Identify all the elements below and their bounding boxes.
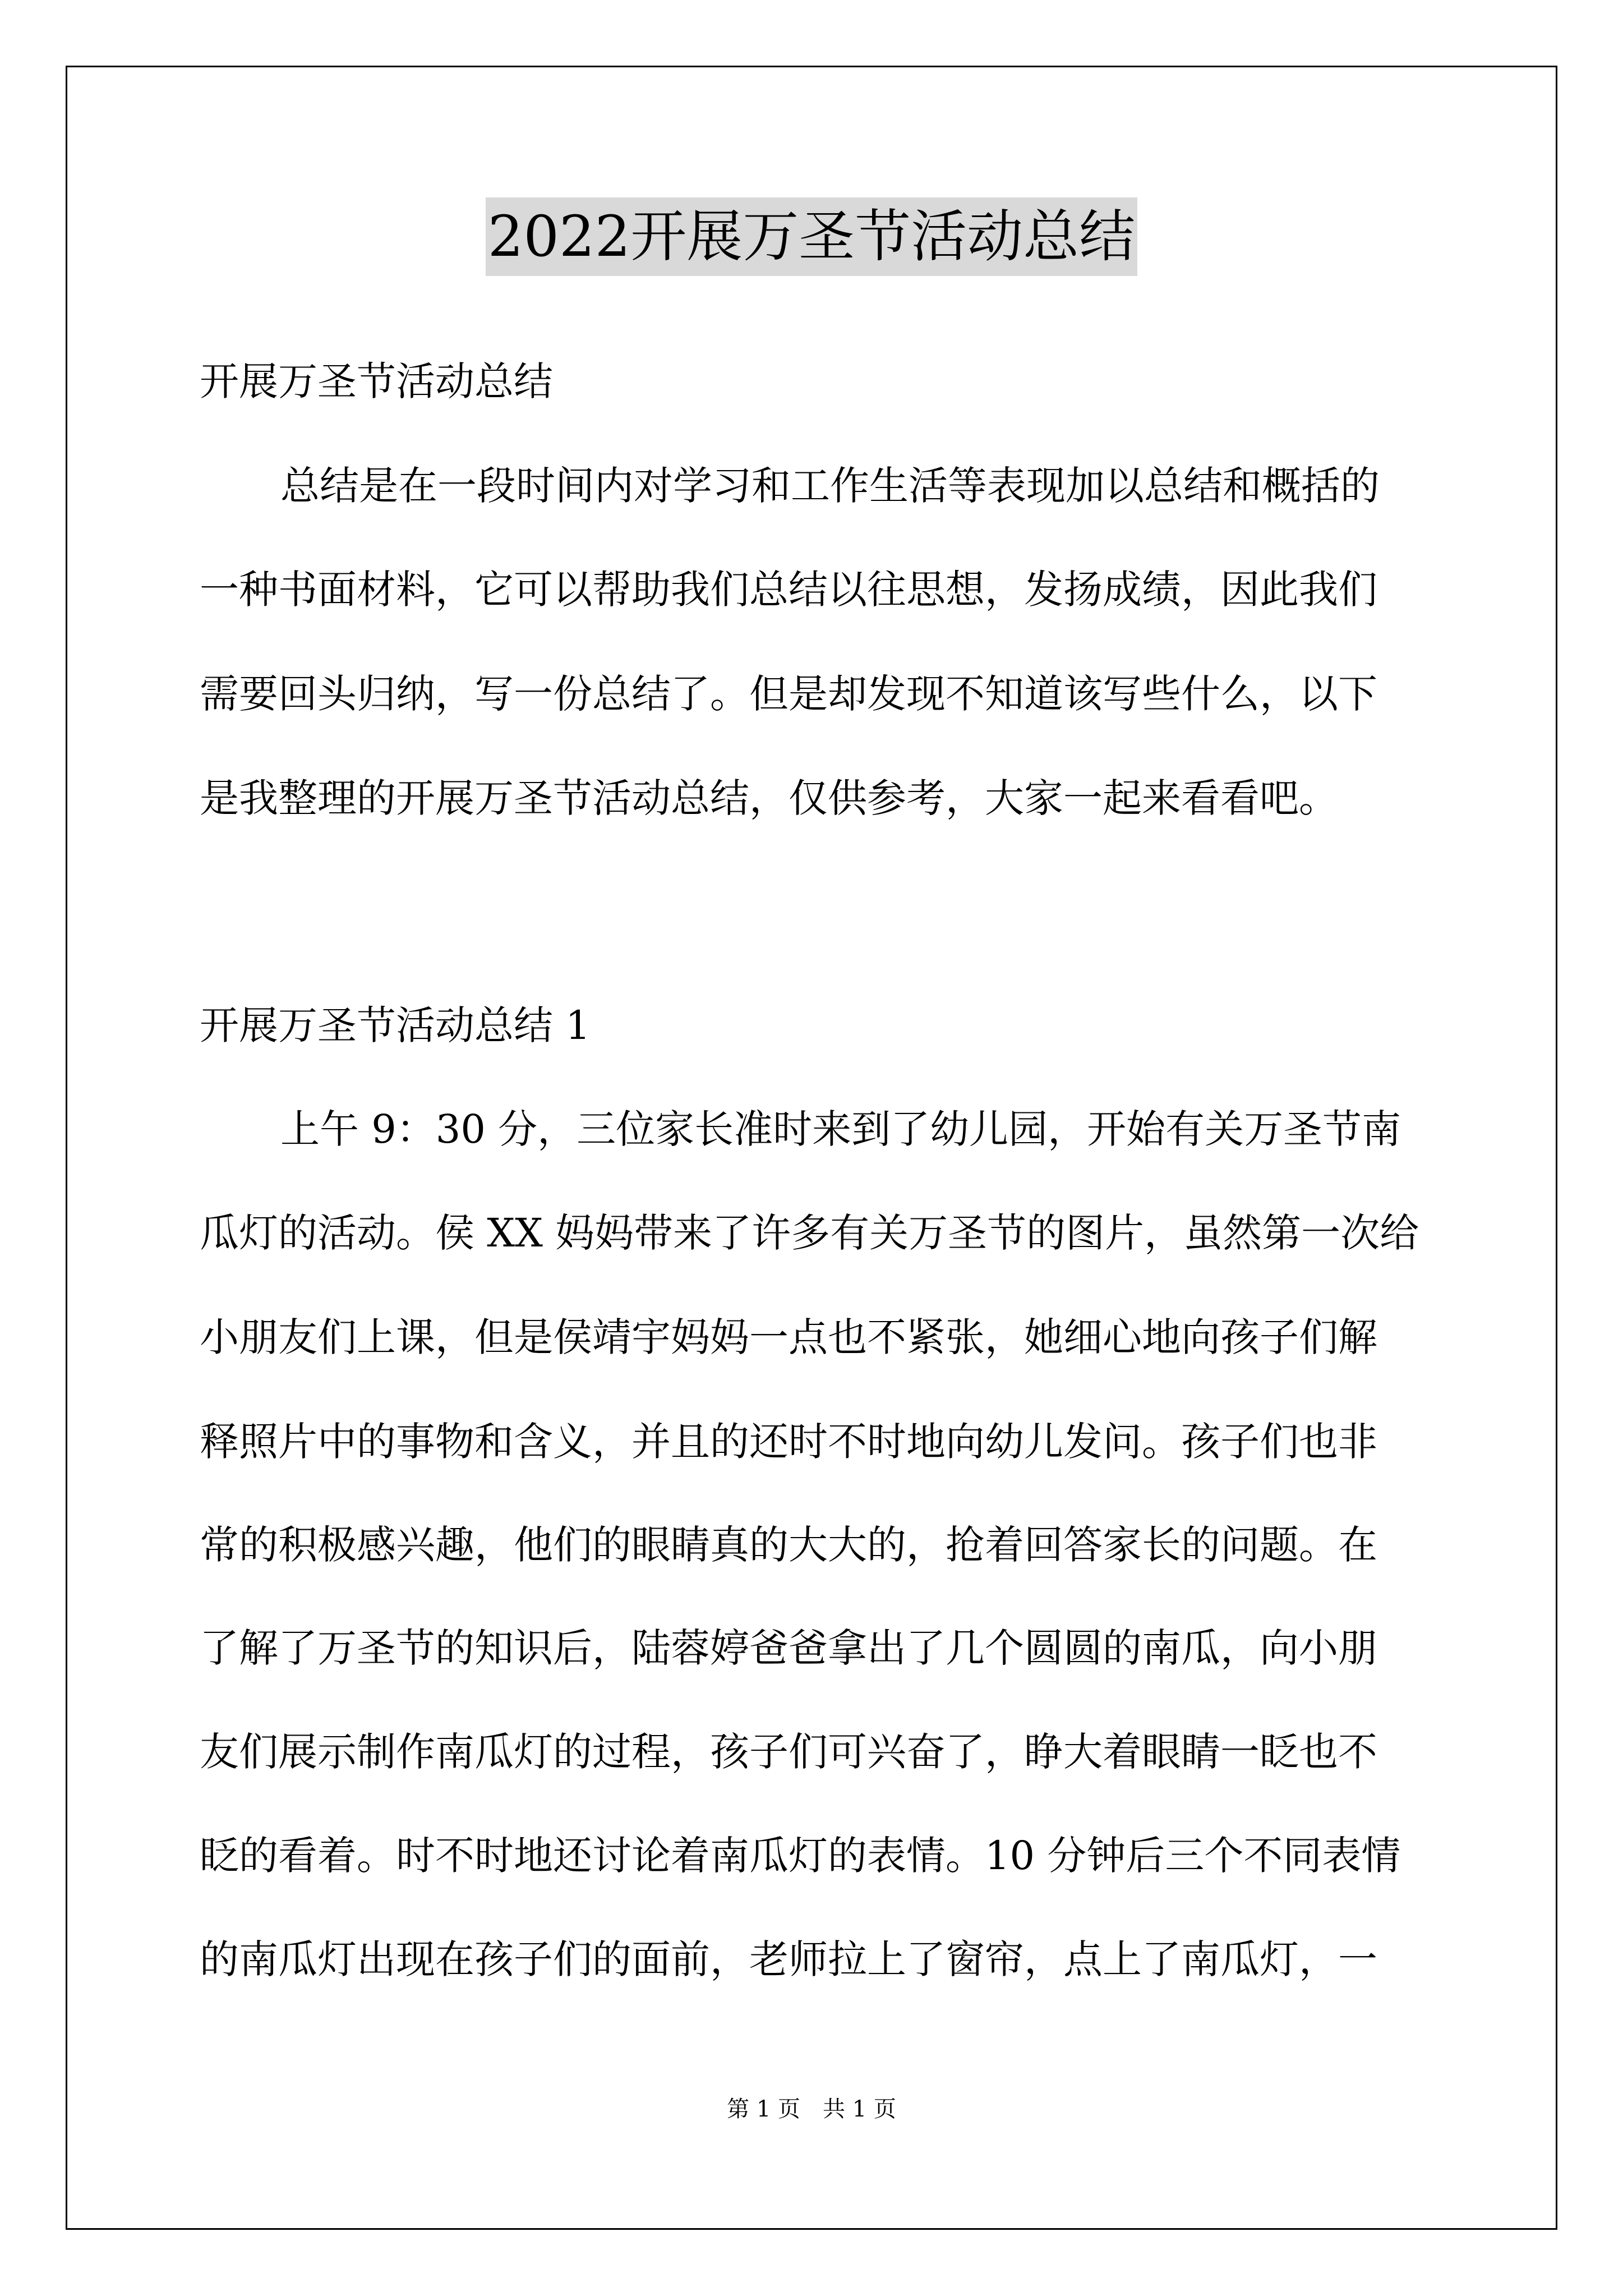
section-heading: 开展万圣节活动总结 1 [200, 1002, 591, 1048]
section-line: 的南瓜灯出现在孩子们的面前，老师拉上了窗帘，点上了南瓜灯，一 [200, 1936, 1377, 1982]
section-line: 了解了万圣节的知识后，陆蓉婷爸爸拿出了几个圆圆的南瓜，向小朋 [200, 1625, 1377, 1671]
section-line: 眨的看着。时不时地还讨论着南瓜灯的表情。10 分钟后三个不同表情 [200, 1833, 1401, 1879]
intro-line: 是我整理的开展万圣节活动总结，仅供参考，大家一起来看看吧。 [200, 775, 1338, 821]
section-line: 常的积极感兴趣，他们的眼睛真的大大的，抢着回答家长的问题。在 [200, 1522, 1377, 1568]
section-line: 瓜灯的活动。侯 XX 妈妈带来了许多有关万圣节的图片，虽然第一次给 [200, 1210, 1419, 1256]
document-title-wrap [0, 197, 1623, 276]
intro-line: 一种书面材料，它可以帮助我们总结以往思想，发扬成绩，因此我们 [200, 567, 1377, 613]
section-line: 释照片中的事物和含义，并且的还时不时地向幼儿发问。孩子们也非 [200, 1419, 1377, 1465]
page-footer: 第 1 页 共 1 页 [727, 2096, 896, 2122]
section-line: 友们展示制作南瓜灯的过程，孩子们可兴奋了，睁大着眼睛一眨也不 [200, 1729, 1377, 1775]
intro-line: 需要回头归纳，写一份总结了。但是却发现不知道该写些什么，以下 [200, 671, 1377, 717]
section-line: 上午 9：30 分，三位家长准时来到了幼儿园，开始有关万圣节南 [280, 1106, 1401, 1152]
document-title: 2022开展万圣节活动总结 [486, 197, 1138, 276]
section-line: 小朋友们上课，但是侯靖宇妈妈一点也不紧张，她细心地向孩子们解 [200, 1314, 1377, 1360]
document-heading: 开展万圣节活动总结 [200, 358, 553, 404]
intro-line: 总结是在一段时间内对学习和工作生活等表现加以总结和概括的 [280, 463, 1380, 509]
